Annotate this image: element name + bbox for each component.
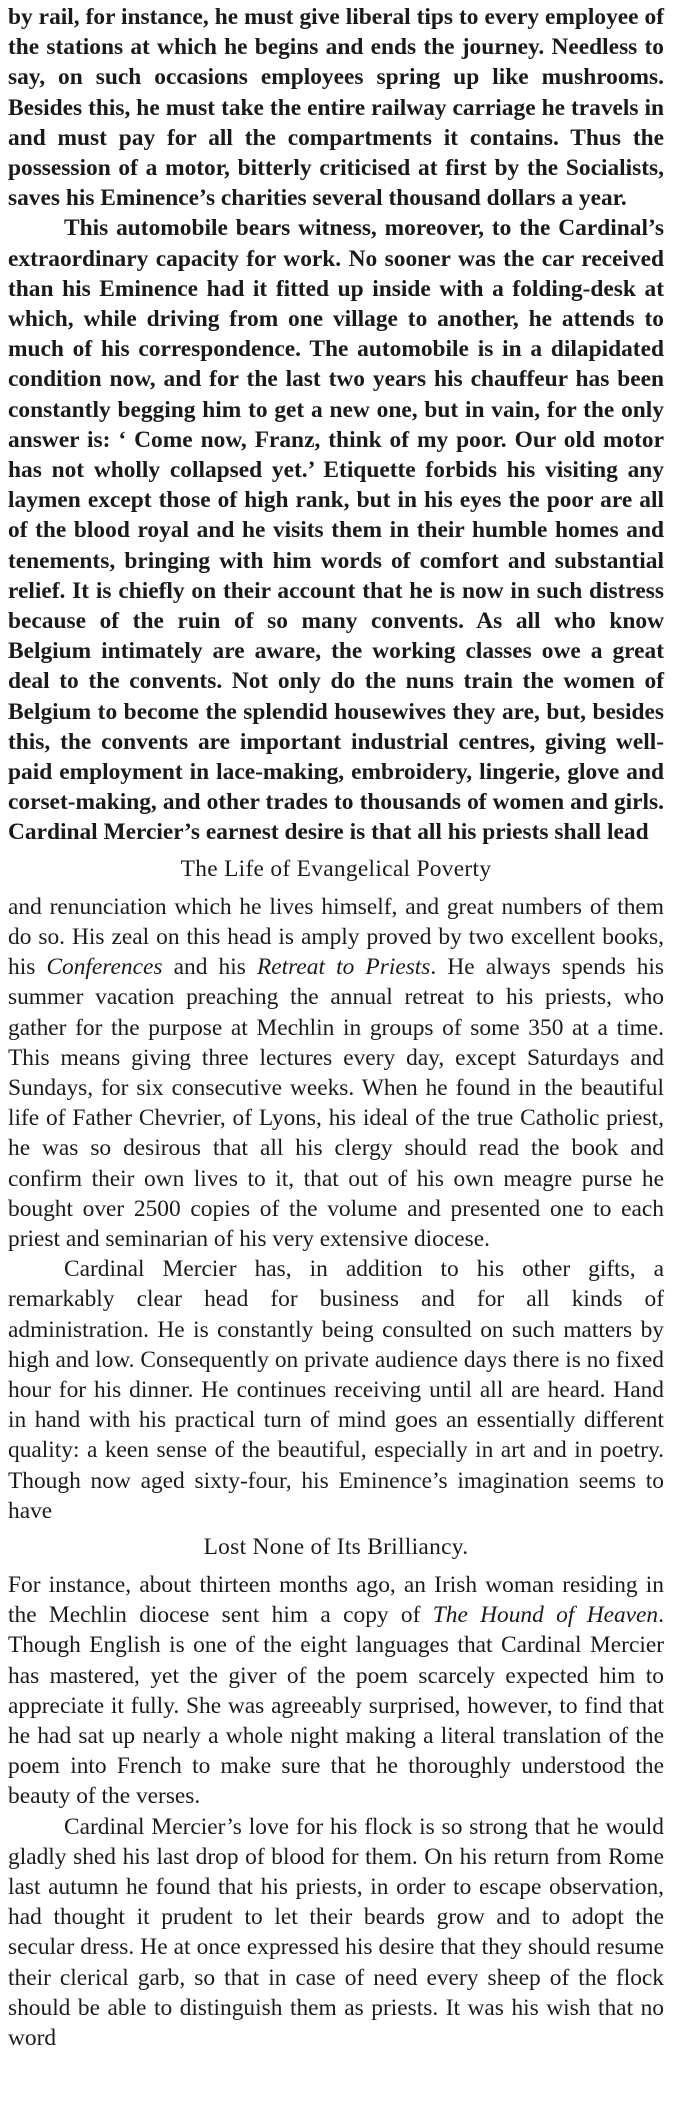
- section-heading-evangelical-poverty: The Life of Evangelical Poverty: [180, 855, 492, 882]
- poem-title: The Hound of Heaven: [432, 1602, 659, 1629]
- paragraph-renunciation: [8, 892, 664, 1254]
- paragraph-automobile: This automobile bears witness, moreover, to the Cardinal’s extraordinary capacity for work. No sooner was the car received than his Eminence had it fitted up inside with a folding-desk at which, while driving from one village to another, he attends to much of his correspondence. The automobile is in a dilapidated condition now, and for the last two years his chauffeur has been constantly begging him to get a new one, but in vain, for the only answer is: ‘ Come now, Franz, think of my poor. Our old motor has not wholly collapsed yet.’ Etiquette forbids his visiting any laymen except those of high rank, but in his eyes the poor are all of the blood royal and he visits them in their humble homes and tenements, bringing with him words of comfort and substantial relief. It is chiefly on their account that he is now in such distress because of the ruin of so many convents. As all who know Belgium intimately are aware, the working classes owe a great deal to the convents. Not only do the nuns train the women of Belgium to become the splendid housewives they are, but, besides this, the convents are important industrial centres, giving well-paid employment in lace-making, embroidery, lingerie, glove and corset-making, and other trades to thousands of women and girls. Cardinal Mercier’s earnest desire is that all his priests shall lead: [8, 215, 664, 846]
- book-title-conferences: Conferences: [46, 954, 163, 981]
- book-title-retreat: Retreat to Priests: [256, 954, 431, 981]
- hound-text-1: For instance, about thirteen months ago, an Irish woman residing in the Mechlin diocese sent him a copy of: [8, 1571, 664, 1629]
- paragraph-hound-of-heaven: [8, 1570, 664, 1812]
- paragraph-rail-travel: by rail, for instance, he must give liberal tips to every employee of the stations at which he begins and ends the journey. Needless to say, on such occasions employees spring up like mushrooms. Besides this, he must take the entire railway carriage he travels in and must pay for all the compartments it contains. Thus the possession of a motor, bitterly criticised at first by the Socialists, saves his Eminence’s charities several thousand dollars a year.: [8, 4, 664, 212]
- paragraph-business-head: Cardinal Mercier has, in addition to his other gifts, a remarkably clear head for business and for all kinds of administration. He is constantly being consulted on such matters by high and low. Consequently on private audience days there is no fixed hour for his dinner. He continues receiving until all are heard. Hand in hand with his practical turn of mind goes an essentially different quality: a keen sense of the beautiful, especially in art and in poetry. Though now aged sixty-four, his Eminence’s imagination seems to have: [8, 1256, 664, 1524]
- renunciation-text-1: and renunciation which he lives himself, and great numbers of them do so. His zeal on this head is amply proved by two excellent books, his: [8, 893, 664, 981]
- renunciation-text-3: . He always spends his summer vacation preaching the annual retreat to his priests, who gather for the purpose at Mechlin in groups of some 350 at a time. This means giving three lectures every day, except Saturdays and Sundays, for six consecutive weeks. When he found in the beautiful life of Father Chevrier, of Lyons, his ideal of the true Catholic priest, he was so desirous that all his clergy should read the book and confirm their own lives to it, that out of his own meagre purse he bought over 2500 copies of the volume and presented one to each priest and seminarian of his very extensive diocese.: [8, 954, 664, 1252]
- hound-text-2: . Though English is one of the eight languages that Cardinal Mercier has mastered, yet the giver of the poem scarcely expected him to appreciate it fully. She was agreeably surprised, however, to find that he had sat up nearly a whole night making a literal translation of the poem into French to make sure that he thoroughly understood the beauty of the verses.: [8, 1602, 664, 1810]
- section-heading-brilliancy: Lost None of Its Brilliancy.: [203, 1533, 469, 1560]
- renunciation-text-2: and his: [162, 954, 257, 981]
- paragraph-love-for-flock: Cardinal Mercier’s love for his flock is so strong that he would gladly shed his last drop of blood for them. On his return from Rome last autumn he found that his priests, in order to escape observation, had thought it prudent to let their beards grow and to adopt the secular dress. He at once expressed his desire that they should resume their clerical garb, so that in case of need every sheep of the flock should be able to distinguish them as priests. It was his wish that no word: [8, 1813, 664, 2051]
